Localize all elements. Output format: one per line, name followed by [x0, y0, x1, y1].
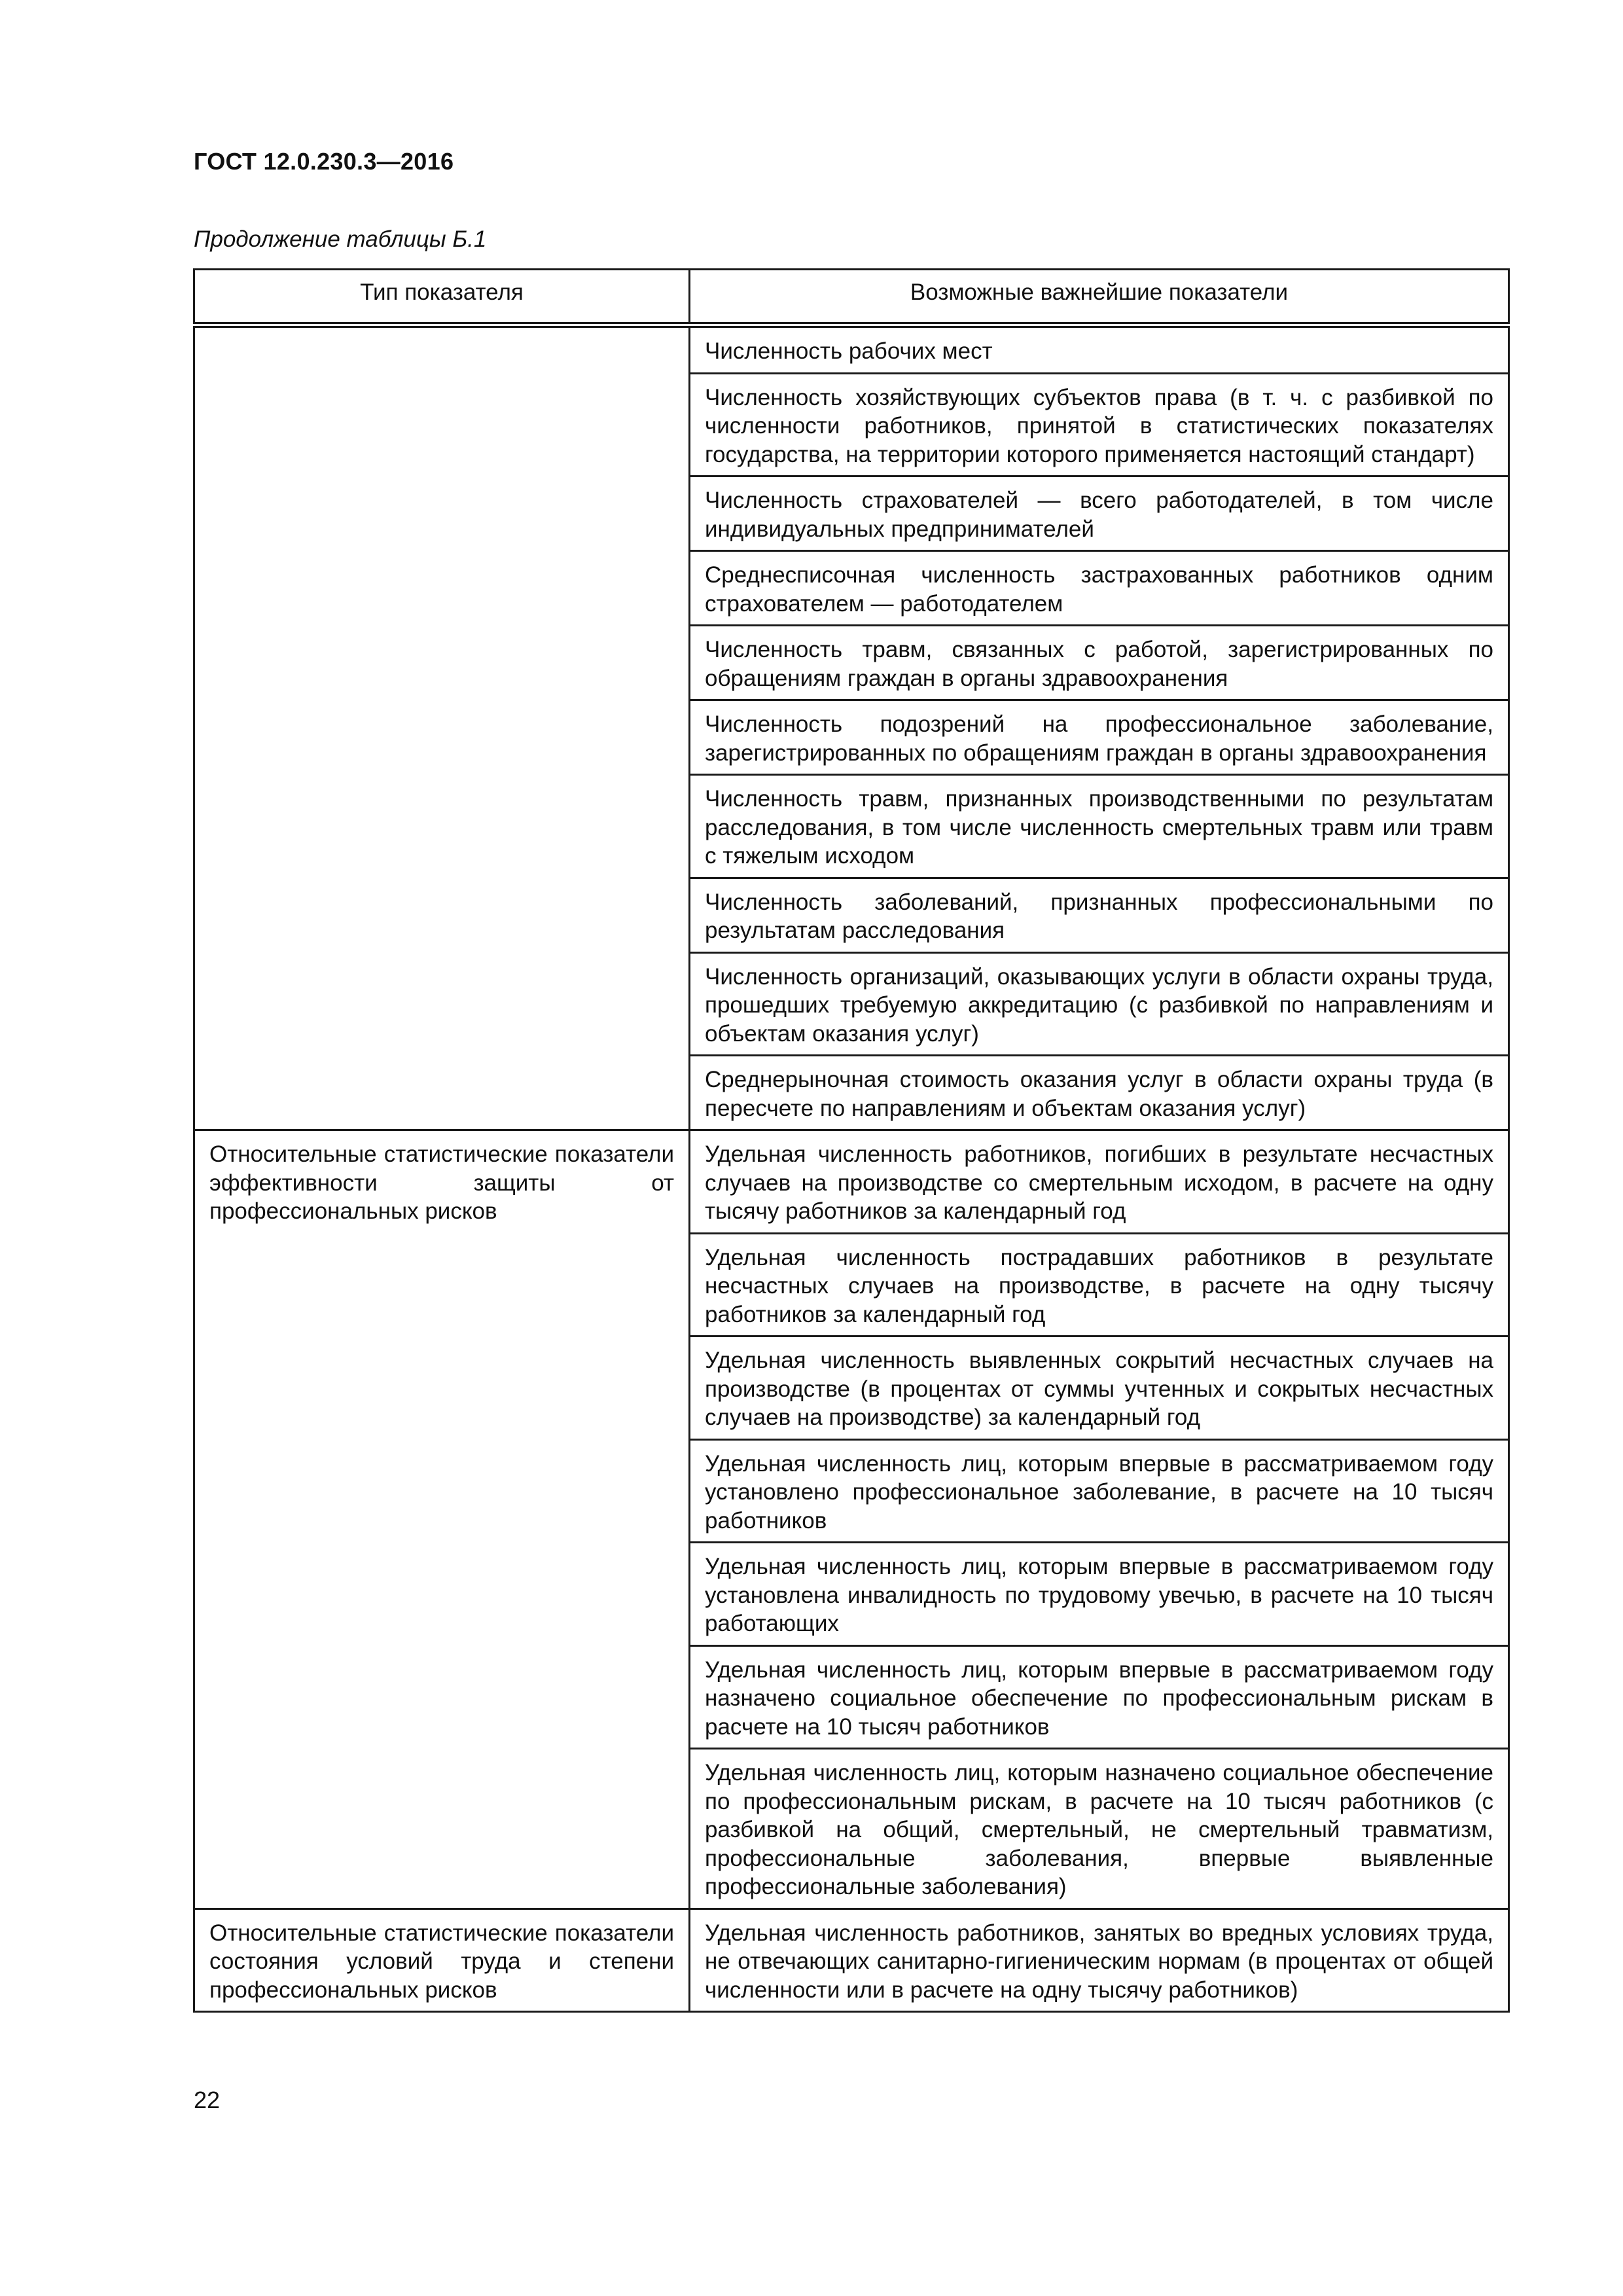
indicator-cell: Численность подозрений на профессиональное заболевание, зарегистрированных по обращениям граждан в органы здравоохранения — [690, 700, 1509, 775]
indicator-cell: Удельная численность лиц, которым впервые в рассматриваемом году установлена инвалидность по трудовому увечью, в расчете на 10 тысяч работающих — [690, 1543, 1509, 1646]
document-id: ГОСТ 12.0.230.3—2016 — [194, 148, 454, 175]
table-row — [194, 1130, 1509, 1234]
indicator-cell: Численность заболеваний, признанных профессиональными по результатам расследования — [690, 878, 1509, 952]
indicator-cell: Среднесписочная численность застрахованных работников одним страхователем — работодателем — [690, 551, 1509, 626]
indicator-type-cell: Относительные статистические показатели эффективности защиты от профессиональных рисков — [194, 1130, 690, 1909]
page-number: 22 — [194, 2087, 221, 2113]
indicator-type-cell: Относительные статистические показатели состояния условий труда и степени профессиональных рисков — [194, 1909, 690, 2012]
column-header-type: Тип показателя — [194, 270, 690, 325]
indicator-cell: Удельная численность лиц, которым назначено социальное обеспечение по профессиональным рискам, в расчете на 10 тысяч работников (с разбивкой на общий, смертельный, не смертельный травматизм, профессиональные заболевания, впервые выявленные профессиональные заболевания) — [690, 1749, 1509, 1909]
indicator-cell: Численность хозяйствующих субъектов права (в т. ч. с разбивкой по численности работников, принятой в статистических показателях государства, на территории которого применяется настоящий стандарт) — [690, 373, 1509, 476]
indicator-cell: Численность рабочих мест — [690, 325, 1509, 374]
indicator-cell: Удельная численность лиц, которым впервые в рассматриваемом году назначено социальное обеспечение по профессиональным рискам в расчете на 10 тысяч работников — [690, 1645, 1509, 1749]
indicator-cell: Удельная численность лиц, которым впервые в рассматриваемом году установлено профессиональное заболевание, в расчете на 10 тысяч работников — [690, 1439, 1509, 1543]
column-header-indicators: Возможные важнейшие показатели — [690, 270, 1509, 325]
table-row — [194, 1909, 1509, 2012]
table-body — [194, 325, 1509, 2012]
indicator-cell: Среднерыночная стоимость оказания услуг в области охраны труда (в пересчете по направлениям и объектам оказания услуг) — [690, 1056, 1509, 1130]
table-header-row — [194, 270, 1509, 325]
table-row — [194, 325, 1509, 374]
indicator-cell: Численность страхователей — всего работодателей, в том числе индивидуальных предпринимателей — [690, 476, 1509, 551]
indicator-cell: Численность травм, признанных производственными по результатам расследования, в том числе численность смертельных травм или травм с тяжелым исходом — [690, 775, 1509, 878]
indicator-cell: Удельная численность пострадавших работников в результате несчастных случаев на производстве, в расчете на одну тысячу работников за календарный год — [690, 1233, 1509, 1336]
indicator-cell: Удельная численность выявленных сокрытий несчастных случаев на производстве (в процентах от суммы учтенных и сокрытых несчастных случаев на производстве) за календарный год — [690, 1336, 1509, 1440]
indicators-table — [193, 268, 1510, 2013]
table-caption: Продолжение таблицы Б.1 — [194, 226, 487, 252]
indicator-type-cell — [194, 325, 690, 1130]
indicator-cell: Удельная численность работников, занятых во вредных условиях труда, не отвечающих санитарно-гигиеническим нормам (в процентах от общей численности или в расчете на одну тысячу работников) — [690, 1909, 1509, 2012]
indicator-cell: Удельная численность работников, погибших в результате несчастных случаев на производстве со смертельным исходом, в расчете на одну тысячу работников за календарный год — [690, 1130, 1509, 1234]
indicator-cell: Численность травм, связанных с работой, зарегистрированных по обращениям граждан в органы здравоохранения — [690, 626, 1509, 700]
indicator-cell: Численность организаций, оказывающих услуги в области охраны труда, прошедших требуемую аккредитацию (с разбивкой по направлениям и объектам оказания услуг) — [690, 952, 1509, 1056]
